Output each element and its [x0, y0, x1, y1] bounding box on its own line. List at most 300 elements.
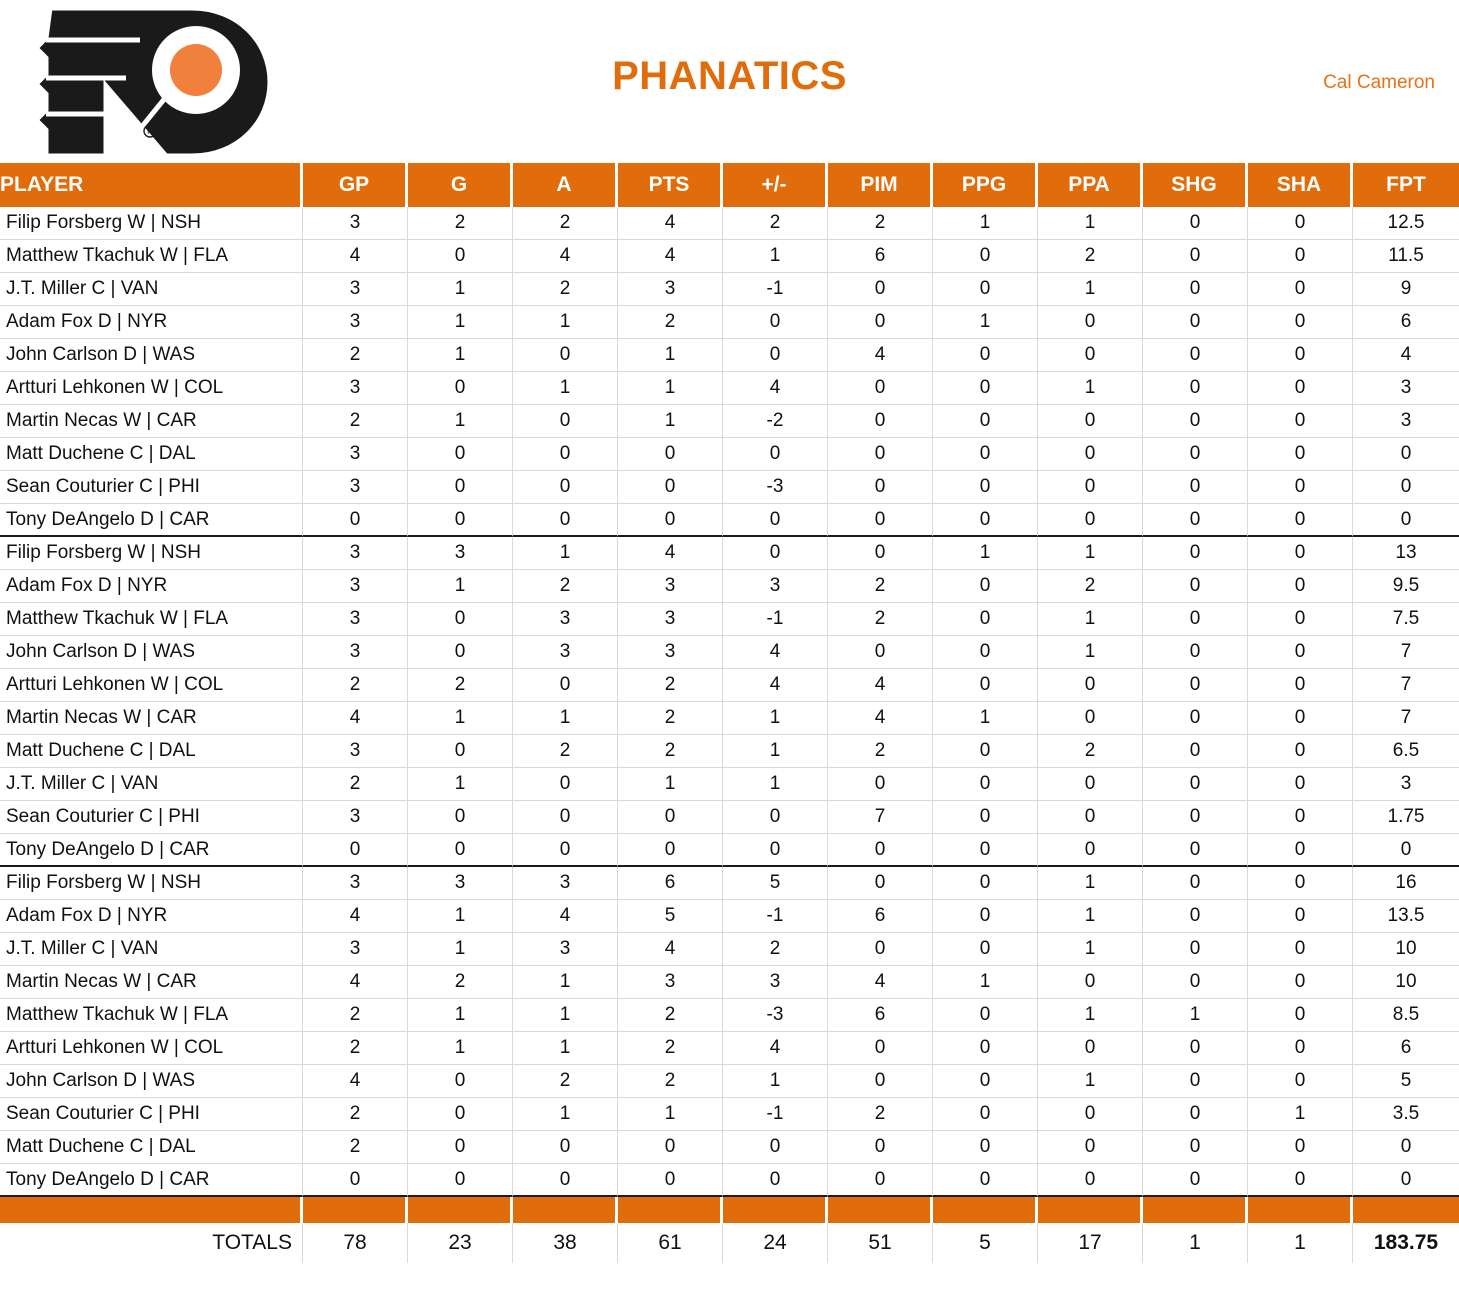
stat-cell-g: 1 [408, 405, 513, 438]
stat-cell-pm: 4 [723, 1032, 828, 1065]
table-row[interactable] [0, 1098, 1459, 1131]
stat-cell-a: 0 [513, 669, 618, 702]
table-row[interactable] [0, 438, 1459, 471]
stat-cell-g: 2 [408, 207, 513, 240]
stat-cell-a: 0 [513, 471, 618, 504]
player-name-cell[interactable]: Matt Duchene C | DAL [0, 438, 303, 471]
stat-cell-g: 0 [408, 834, 513, 867]
table-row[interactable] [0, 1131, 1459, 1164]
stat-cell-a: 1 [513, 999, 618, 1032]
stat-cell-g: 0 [408, 438, 513, 471]
stat-cell-fpt: 5 [1353, 1065, 1459, 1098]
table-row[interactable] [0, 603, 1459, 636]
stat-cell-pim: 0 [828, 933, 933, 966]
stat-cell-g: 2 [408, 966, 513, 999]
stat-cell-ppg: 0 [933, 834, 1038, 867]
table-row[interactable] [0, 735, 1459, 768]
stat-cell-pm: 4 [723, 636, 828, 669]
stat-cell-pm: 1 [723, 735, 828, 768]
stat-cell-pts: 2 [618, 1032, 723, 1065]
stat-cell-ppg: 0 [933, 999, 1038, 1032]
stat-cell-sha: 0 [1248, 471, 1353, 504]
stat-cell-a: 0 [513, 768, 618, 801]
divider-cell [933, 1197, 1038, 1223]
player-name-cell[interactable]: Tony DeAngelo D | CAR [0, 504, 303, 537]
player-name-cell[interactable]: Sean Couturier C | PHI [0, 801, 303, 834]
stat-cell-pim: 6 [828, 240, 933, 273]
stat-cell-pts: 3 [618, 603, 723, 636]
stat-cell-ppa: 0 [1038, 405, 1143, 438]
column-header-sha[interactable]: SHA [1248, 163, 1353, 207]
divider-cell [408, 1197, 513, 1223]
stat-cell-pim: 0 [828, 405, 933, 438]
table-row[interactable] [0, 867, 1459, 900]
stat-cell-ppa: 1 [1038, 1065, 1143, 1098]
table-row[interactable] [0, 504, 1459, 537]
player-name-cell[interactable]: Matt Duchene C | DAL [0, 735, 303, 768]
stat-cell-a: 0 [513, 801, 618, 834]
table-row[interactable] [0, 768, 1459, 801]
stat-cell-pim: 0 [828, 834, 933, 867]
stat-cell-shg: 0 [1143, 1032, 1248, 1065]
stat-cell-sha: 0 [1248, 603, 1353, 636]
player-name-cell[interactable]: J.T. Miller C | VAN [0, 768, 303, 801]
column-header-pim[interactable]: PIM [828, 163, 933, 207]
stat-cell-ppg: 0 [933, 1098, 1038, 1131]
stat-cell-gp: 2 [303, 768, 408, 801]
stat-cell-gp: 3 [303, 207, 408, 240]
stat-cell-gp: 3 [303, 867, 408, 900]
stat-cell-fpt: 6.5 [1353, 735, 1459, 768]
stat-cell-ppg: 0 [933, 1131, 1038, 1164]
player-name-cell[interactable]: Adam Fox D | NYR [0, 900, 303, 933]
divider-cell [618, 1197, 723, 1223]
stat-cell-g: 0 [408, 1164, 513, 1197]
stat-cell-ppg: 0 [933, 372, 1038, 405]
stat-cell-g: 1 [408, 570, 513, 603]
player-name-cell[interactable]: Artturi Lehkonen W | COL [0, 669, 303, 702]
stat-cell-ppa: 1 [1038, 999, 1143, 1032]
stat-cell-pts: 0 [618, 438, 723, 471]
stat-cell-a: 1 [513, 372, 618, 405]
stat-cell-pim: 0 [828, 867, 933, 900]
stat-cell-pm: 0 [723, 438, 828, 471]
stat-cell-shg: 0 [1143, 438, 1248, 471]
stat-cell-sha: 0 [1248, 207, 1353, 240]
stat-cell-gp: 3 [303, 372, 408, 405]
player-name-cell[interactable]: J.T. Miller C | VAN [0, 933, 303, 966]
stat-cell-shg: 0 [1143, 1131, 1248, 1164]
stat-cell-pm: 1 [723, 702, 828, 735]
stat-cell-ppa: 0 [1038, 966, 1143, 999]
stat-cell-ppg: 1 [933, 207, 1038, 240]
stat-cell-a: 0 [513, 1164, 618, 1197]
stat-cell-pm: 0 [723, 1131, 828, 1164]
stat-cell-sha: 0 [1248, 735, 1353, 768]
stat-cell-pm: 0 [723, 339, 828, 372]
stat-cell-gp: 3 [303, 438, 408, 471]
column-header-gp[interactable]: GP [303, 163, 408, 207]
stat-cell-g: 1 [408, 768, 513, 801]
stat-cell-sha: 0 [1248, 1032, 1353, 1065]
stat-cell-sha: 0 [1248, 834, 1353, 867]
column-header-pts[interactable]: PTS [618, 163, 723, 207]
page-header [0, 0, 1459, 163]
stat-cell-ppa: 0 [1038, 504, 1143, 537]
stat-cell-a: 3 [513, 636, 618, 669]
stat-cell-ppa: 0 [1038, 1032, 1143, 1065]
table-row[interactable] [0, 207, 1459, 240]
table-row[interactable] [0, 966, 1459, 999]
stat-cell-sha: 0 [1248, 339, 1353, 372]
stat-cell-ppg: 0 [933, 867, 1038, 900]
stat-cell-ppg: 0 [933, 1065, 1038, 1098]
stat-cell-sha: 0 [1248, 900, 1353, 933]
stat-cell-pts: 1 [618, 1098, 723, 1131]
stat-cell-sha: 0 [1248, 273, 1353, 306]
stat-cell-sha: 0 [1248, 405, 1353, 438]
stat-cell-shg: 0 [1143, 570, 1248, 603]
stat-cell-fpt: 13.5 [1353, 900, 1459, 933]
player-name-cell[interactable]: J.T. Miller C | VAN [0, 273, 303, 306]
stat-cell-pts: 1 [618, 339, 723, 372]
stat-cell-ppa: 1 [1038, 867, 1143, 900]
stat-cell-pm: -2 [723, 405, 828, 438]
column-header-fpt[interactable]: FPT [1353, 163, 1459, 207]
stat-cell-sha: 0 [1248, 933, 1353, 966]
player-name-cell[interactable]: John Carlson D | WAS [0, 339, 303, 372]
stat-cell-gp: 2 [303, 999, 408, 1032]
stat-cell-sha: 0 [1248, 1131, 1353, 1164]
stat-cell-pm: 0 [723, 801, 828, 834]
player-name-cell[interactable]: John Carlson D | WAS [0, 1065, 303, 1098]
stat-cell-pim: 6 [828, 999, 933, 1032]
stat-cell-g: 1 [408, 339, 513, 372]
table-row[interactable] [0, 669, 1459, 702]
table-row[interactable] [0, 339, 1459, 372]
stat-cell-ppa: 0 [1038, 1098, 1143, 1131]
stat-cell-pim: 0 [828, 306, 933, 339]
stat-cell-pm: 0 [723, 306, 828, 339]
stat-cell-ppa: 1 [1038, 372, 1143, 405]
stat-cell-pim: 7 [828, 801, 933, 834]
stat-cell-fpt: 6 [1353, 1032, 1459, 1065]
stat-cell-pts: 4 [618, 933, 723, 966]
stat-cell-gp: 3 [303, 603, 408, 636]
stat-cell-pts: 4 [618, 240, 723, 273]
stat-cell-a: 1 [513, 306, 618, 339]
column-header-ppa[interactable]: PPA [1038, 163, 1143, 207]
table-row[interactable] [0, 240, 1459, 273]
stat-cell-shg: 0 [1143, 207, 1248, 240]
totals-divider-band [0, 1197, 1459, 1223]
stat-cell-pts: 2 [618, 306, 723, 339]
stat-cell-fpt: 9 [1353, 273, 1459, 306]
stat-cell-pim: 0 [828, 1164, 933, 1197]
totals-cell-gp: 78 [303, 1223, 408, 1263]
column-header-ppg[interactable]: PPG [933, 163, 1038, 207]
stat-cell-fpt: 7 [1353, 669, 1459, 702]
stat-cell-g: 1 [408, 933, 513, 966]
divider-cell [303, 1197, 408, 1223]
totals-cell-pts: 61 [618, 1223, 723, 1263]
table-row[interactable] [0, 801, 1459, 834]
stat-cell-pim: 0 [828, 1131, 933, 1164]
stat-cell-ppa: 0 [1038, 339, 1143, 372]
stat-cell-g: 3 [408, 537, 513, 570]
stat-cell-fpt: 6 [1353, 306, 1459, 339]
stat-cell-pim: 0 [828, 273, 933, 306]
player-name-cell[interactable]: Artturi Lehkonen W | COL [0, 1032, 303, 1065]
divider-cell [828, 1197, 933, 1223]
stat-cell-gp: 3 [303, 735, 408, 768]
table-row[interactable] [0, 471, 1459, 504]
stat-cell-pts: 4 [618, 537, 723, 570]
stat-cell-pts: 5 [618, 900, 723, 933]
stat-cell-ppg: 0 [933, 570, 1038, 603]
stat-cell-gp: 2 [303, 1131, 408, 1164]
player-name-cell[interactable]: Adam Fox D | NYR [0, 570, 303, 603]
stat-cell-pts: 4 [618, 207, 723, 240]
stat-cell-fpt: 11.5 [1353, 240, 1459, 273]
table-row[interactable] [0, 900, 1459, 933]
player-stats-table [0, 163, 1459, 1263]
player-name-cell[interactable]: Martin Necas W | CAR [0, 966, 303, 999]
stat-cell-sha: 0 [1248, 306, 1353, 339]
stat-cell-pts: 3 [618, 273, 723, 306]
table-row[interactable] [0, 933, 1459, 966]
stat-cell-ppg: 0 [933, 1164, 1038, 1197]
player-name-cell[interactable]: Matthew Tkachuk W | FLA [0, 999, 303, 1032]
stat-cell-pim: 0 [828, 1032, 933, 1065]
stat-cell-fpt: 4 [1353, 339, 1459, 372]
stat-cell-fpt: 0 [1353, 834, 1459, 867]
player-name-cell[interactable]: Filip Forsberg W | NSH [0, 537, 303, 570]
divider-cell [1038, 1197, 1143, 1223]
column-header-shg[interactable]: SHG [1143, 163, 1248, 207]
divider-cell [1353, 1197, 1459, 1223]
table-row[interactable] [0, 636, 1459, 669]
table-row[interactable] [0, 1032, 1459, 1065]
stat-cell-shg: 0 [1143, 372, 1248, 405]
table-row[interactable] [0, 1065, 1459, 1098]
stat-cell-g: 0 [408, 801, 513, 834]
stat-cell-pim: 0 [828, 768, 933, 801]
totals-cell-ppg: 5 [933, 1223, 1038, 1263]
stat-cell-ppg: 0 [933, 438, 1038, 471]
stat-cell-shg: 0 [1143, 834, 1248, 867]
stat-cell-pm: 0 [723, 1164, 828, 1197]
stat-cell-fpt: 7.5 [1353, 603, 1459, 636]
stat-cell-fpt: 10 [1353, 933, 1459, 966]
stat-cell-ppa: 0 [1038, 768, 1143, 801]
stat-cell-gp: 0 [303, 834, 408, 867]
stat-cell-fpt: 3.5 [1353, 1098, 1459, 1131]
stat-cell-shg: 0 [1143, 471, 1248, 504]
player-name-cell[interactable]: Artturi Lehkonen W | COL [0, 372, 303, 405]
stat-cell-pts: 0 [618, 1131, 723, 1164]
divider-cell [1143, 1197, 1248, 1223]
stat-cell-fpt: 7 [1353, 702, 1459, 735]
stat-cell-fpt: 0 [1353, 1131, 1459, 1164]
stat-cell-fpt: 0 [1353, 504, 1459, 537]
player-name-cell[interactable]: Matt Duchene C | DAL [0, 1131, 303, 1164]
totals-cell-pm: 24 [723, 1223, 828, 1263]
stat-cell-g: 0 [408, 1131, 513, 1164]
stat-cell-ppg: 0 [933, 768, 1038, 801]
stat-cell-gp: 3 [303, 273, 408, 306]
stat-cell-ppa: 2 [1038, 735, 1143, 768]
stat-cell-fpt: 0 [1353, 1164, 1459, 1197]
player-name-cell[interactable]: Sean Couturier C | PHI [0, 1098, 303, 1131]
column-header-g[interactable]: G [408, 163, 513, 207]
stat-cell-sha: 0 [1248, 669, 1353, 702]
stat-cell-pm: 0 [723, 537, 828, 570]
stat-cell-pm: 3 [723, 966, 828, 999]
stat-cell-ppg: 0 [933, 339, 1038, 372]
stat-cell-a: 3 [513, 603, 618, 636]
stat-cell-pim: 6 [828, 900, 933, 933]
stat-cell-shg: 0 [1143, 1098, 1248, 1131]
stat-cell-ppg: 0 [933, 471, 1038, 504]
stat-cell-pim: 2 [828, 1098, 933, 1131]
table-header-row [0, 163, 1459, 207]
stat-cell-pm: -1 [723, 273, 828, 306]
table-row[interactable] [0, 306, 1459, 339]
totals-cell-ppa: 17 [1038, 1223, 1143, 1263]
player-name-cell[interactable]: Filip Forsberg W | NSH [0, 867, 303, 900]
stat-cell-g: 0 [408, 1065, 513, 1098]
stat-cell-pm: 2 [723, 933, 828, 966]
player-name-cell[interactable]: Martin Necas W | CAR [0, 702, 303, 735]
stat-cell-a: 0 [513, 339, 618, 372]
player-name-cell[interactable]: Matthew Tkachuk W | FLA [0, 603, 303, 636]
table-row[interactable] [0, 999, 1459, 1032]
table-row[interactable] [0, 537, 1459, 570]
stat-cell-sha: 0 [1248, 438, 1353, 471]
stat-cell-ppa: 0 [1038, 702, 1143, 735]
stat-cell-a: 2 [513, 735, 618, 768]
stat-cell-g: 3 [408, 867, 513, 900]
stat-cell-fpt: 3 [1353, 372, 1459, 405]
stat-cell-g: 2 [408, 669, 513, 702]
stat-cell-a: 0 [513, 1131, 618, 1164]
stat-cell-ppa: 2 [1038, 240, 1143, 273]
stat-cell-ppg: 0 [933, 669, 1038, 702]
stat-cell-gp: 3 [303, 933, 408, 966]
stat-cell-pts: 0 [618, 1164, 723, 1197]
stat-cell-pm: -1 [723, 1098, 828, 1131]
stat-cell-gp: 3 [303, 636, 408, 669]
stat-cell-fpt: 3 [1353, 405, 1459, 438]
stat-cell-pts: 1 [618, 372, 723, 405]
stat-cell-a: 0 [513, 405, 618, 438]
stat-cell-ppg: 0 [933, 273, 1038, 306]
stat-cell-pim: 2 [828, 570, 933, 603]
table-row[interactable] [0, 372, 1459, 405]
stat-cell-ppg: 0 [933, 933, 1038, 966]
stat-cell-pim: 4 [828, 669, 933, 702]
table-row[interactable] [0, 702, 1459, 735]
stat-cell-g: 0 [408, 735, 513, 768]
stat-cell-ppa: 0 [1038, 669, 1143, 702]
table-row[interactable] [0, 834, 1459, 867]
stat-cell-shg: 0 [1143, 636, 1248, 669]
player-name-cell[interactable]: Filip Forsberg W | NSH [0, 207, 303, 240]
player-name-cell[interactable]: Tony DeAngelo D | CAR [0, 834, 303, 867]
stat-cell-shg: 1 [1143, 999, 1248, 1032]
stat-cell-a: 0 [513, 438, 618, 471]
stat-cell-pts: 2 [618, 1065, 723, 1098]
stat-cell-shg: 0 [1143, 900, 1248, 933]
player-name-cell[interactable]: Martin Necas W | CAR [0, 405, 303, 438]
stat-cell-ppg: 0 [933, 636, 1038, 669]
stat-cell-ppa: 2 [1038, 570, 1143, 603]
stat-cell-g: 0 [408, 240, 513, 273]
totals-cell-fpt: 183.75 [1353, 1223, 1459, 1263]
stat-cell-a: 1 [513, 1098, 618, 1131]
stat-cell-pm: 0 [723, 504, 828, 537]
stat-cell-sha: 0 [1248, 999, 1353, 1032]
table-row[interactable] [0, 273, 1459, 306]
stat-cell-a: 2 [513, 207, 618, 240]
stat-cell-ppg: 0 [933, 240, 1038, 273]
player-name-cell[interactable]: John Carlson D | WAS [0, 636, 303, 669]
stat-cell-fpt: 16 [1353, 867, 1459, 900]
stat-cell-ppg: 0 [933, 603, 1038, 636]
stat-cell-pm: -3 [723, 471, 828, 504]
stat-cell-shg: 0 [1143, 273, 1248, 306]
stat-cell-g: 1 [408, 900, 513, 933]
totals-cell-pim: 51 [828, 1223, 933, 1263]
stat-cell-a: 1 [513, 1032, 618, 1065]
totals-cell-g: 23 [408, 1223, 513, 1263]
column-header-plusminus[interactable]: +/- [723, 163, 828, 207]
table-row[interactable] [0, 1164, 1459, 1197]
stat-cell-shg: 0 [1143, 504, 1248, 537]
table-row[interactable] [0, 405, 1459, 438]
stat-cell-pts: 1 [618, 768, 723, 801]
stat-cell-ppg: 1 [933, 306, 1038, 339]
player-name-cell[interactable]: Adam Fox D | NYR [0, 306, 303, 339]
stat-cell-ppg: 0 [933, 504, 1038, 537]
column-header-a[interactable]: A [513, 163, 618, 207]
stat-cell-fpt: 13 [1353, 537, 1459, 570]
stat-cell-sha: 0 [1248, 1065, 1353, 1098]
player-name-cell[interactable]: Tony DeAngelo D | CAR [0, 1164, 303, 1197]
player-name-cell[interactable]: Sean Couturier C | PHI [0, 471, 303, 504]
stat-cell-ppg: 0 [933, 735, 1038, 768]
stat-cell-pts: 2 [618, 702, 723, 735]
stat-cell-sha: 1 [1248, 1098, 1353, 1131]
stat-cell-a: 4 [513, 900, 618, 933]
player-name-cell[interactable]: Matthew Tkachuk W | FLA [0, 240, 303, 273]
stat-cell-gp: 3 [303, 537, 408, 570]
stat-cell-ppg: 0 [933, 900, 1038, 933]
stat-cell-gp: 2 [303, 669, 408, 702]
column-header-player[interactable]: PLAYER [0, 163, 303, 207]
stat-cell-sha: 0 [1248, 570, 1353, 603]
table-body [0, 207, 1459, 1263]
table-row[interactable] [0, 570, 1459, 603]
stat-cell-pm: -1 [723, 900, 828, 933]
stat-cell-shg: 0 [1143, 933, 1248, 966]
stat-cell-pm: -3 [723, 999, 828, 1032]
stat-cell-pm: 5 [723, 867, 828, 900]
stat-cell-a: 1 [513, 966, 618, 999]
stat-cell-pim: 0 [828, 438, 933, 471]
stat-cell-pts: 3 [618, 636, 723, 669]
